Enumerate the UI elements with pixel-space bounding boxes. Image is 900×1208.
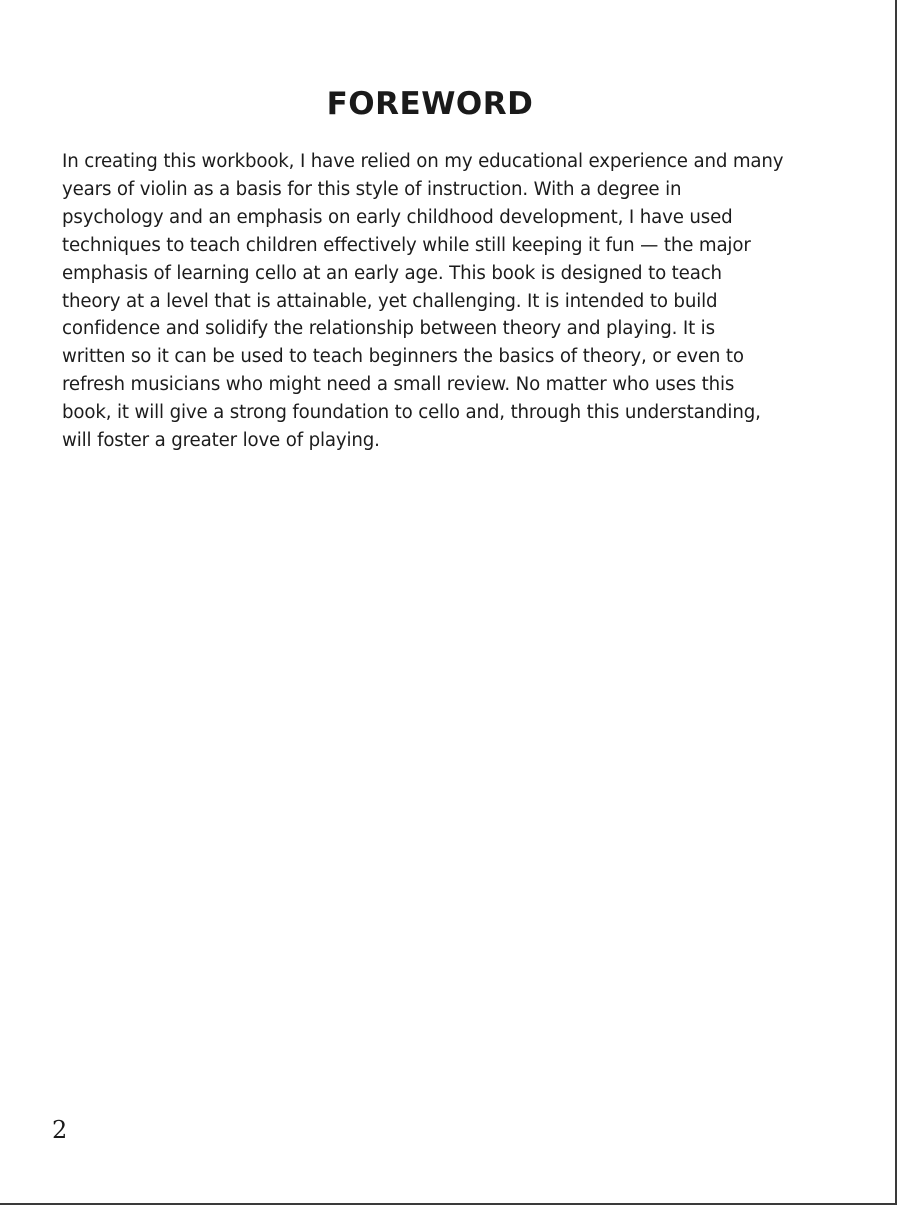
foreword-paragraph xyxy=(62,148,822,455)
page-title: FOREWORD xyxy=(326,86,534,122)
paragraph-line: In creating this workbook, I have relied on my educational experience and many xyxy=(62,151,784,172)
paragraph-line: confidence and solidify the relationship between theory and playing. It is xyxy=(62,318,715,340)
paragraph-line: techniques to teach children effectively while still keeping it fun — the major xyxy=(62,234,751,256)
paragraph-line: refresh musicians who might need a small review. No matter who uses this xyxy=(62,374,735,396)
paragraph-line: theory at a level that is attainable, yet challenging. It is intended to build xyxy=(62,290,718,312)
paragraph-line: written so it can be used to teach beginners the basics of theory, or even to xyxy=(62,346,744,368)
paragraph-line: book, it will give a strong foundation to cello and, through this understanding, xyxy=(62,402,761,424)
paragraph-line: will foster a greater love of playing. xyxy=(62,430,380,452)
paragraph-line: emphasis of learning cello at an early age. This book is designed to teach xyxy=(62,262,722,284)
paragraph-line: psychology and an emphasis on early childhood development, I have used xyxy=(62,206,733,228)
paragraph-line: years of violin as a basis for this style of instruction. With a degree in xyxy=(62,178,682,200)
page-number: 2 xyxy=(52,1116,68,1144)
